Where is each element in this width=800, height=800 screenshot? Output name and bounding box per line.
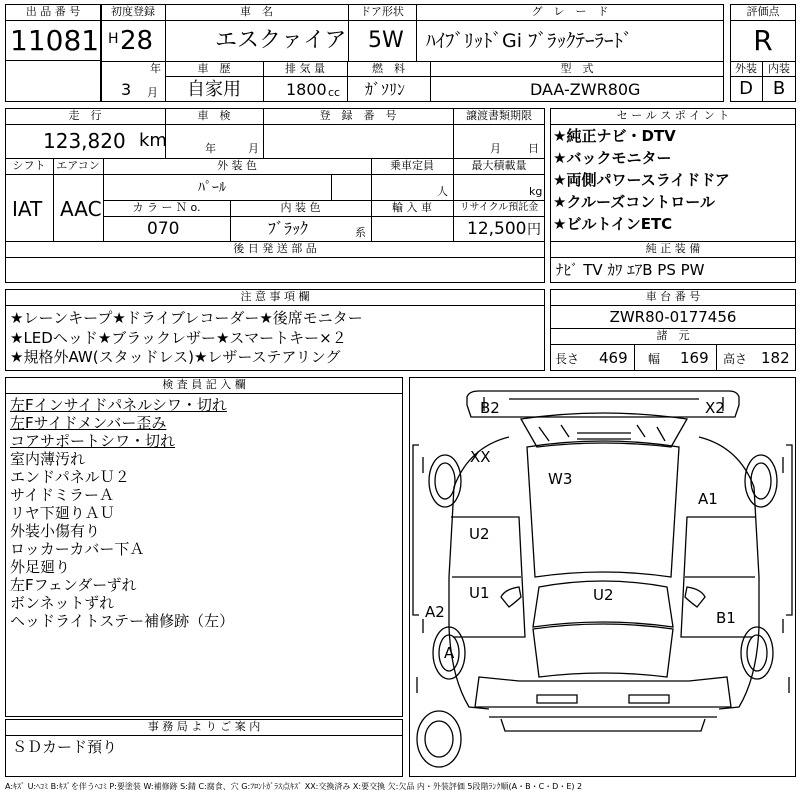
recycle-unit: 円 bbox=[527, 222, 541, 238]
interior-header: 内装 bbox=[768, 62, 790, 75]
office-header: 事 務 局 よ り ご 案 内 bbox=[147, 720, 261, 733]
grade-value: ﾊｲﾌﾞﾘｯﾄﾞGi ﾌﾞﾗｯｸﾃｰﾗｰﾄﾞ bbox=[426, 30, 633, 52]
exterior-grade: D bbox=[739, 78, 753, 99]
load-unit: kg bbox=[529, 185, 543, 198]
int-color-suffix: 系 bbox=[355, 226, 366, 239]
max-load-header: 最大積載量 bbox=[471, 159, 527, 172]
model-code-header: 型 式 bbox=[560, 62, 594, 75]
damage-label: U1 bbox=[469, 584, 490, 602]
dimensions-header: 諸 元 bbox=[656, 329, 690, 342]
inspector-line: 外足廻り bbox=[10, 558, 71, 576]
chassis-no: ZWR80-0177456 bbox=[609, 308, 737, 326]
lot-no-header: 出 品 番 号 bbox=[25, 5, 81, 18]
displacement-header: 排 気 量 bbox=[285, 62, 325, 75]
notes-header: 注 意 事 項 欄 bbox=[240, 290, 310, 303]
inspection-header: 車 検 bbox=[197, 109, 231, 122]
damage-label: A2 bbox=[425, 603, 445, 621]
office-note: ＳＤカード預り bbox=[12, 738, 118, 756]
damage-label: B1 bbox=[716, 609, 736, 627]
car-name: エスクァイア bbox=[215, 28, 347, 53]
capacity-unit: 人 bbox=[437, 185, 448, 198]
exterior-header: 外装 bbox=[735, 62, 757, 75]
inspector-line: ヘッドライトステー補修跡（左） bbox=[10, 612, 235, 630]
history-value: 自家用 bbox=[187, 79, 241, 100]
color-no-header: カ ラ ー Ｎ o. bbox=[132, 201, 201, 214]
inspector-line: コアサポートシワ・切れ bbox=[10, 432, 176, 450]
sales-points-list bbox=[553, 129, 730, 239]
car-name-header: 車 名 bbox=[240, 5, 273, 18]
car-diagram bbox=[409, 377, 796, 777]
recycle-fee: 12,500 bbox=[467, 219, 527, 239]
first-reg-header: 初度登録 bbox=[111, 5, 155, 18]
month-unit: 月 bbox=[147, 86, 158, 99]
inspector-header: 検 査 員 記 入 欄 bbox=[162, 378, 246, 391]
int-color-header: 内 装 色 bbox=[280, 201, 321, 214]
damage-label: U2 bbox=[469, 525, 490, 543]
length-value: 469 bbox=[599, 349, 628, 367]
history-header: 車 歴 bbox=[197, 62, 231, 75]
inspection-month-unit: 月 bbox=[248, 142, 259, 155]
sales-point-item: ★純正ナビ・DTV bbox=[553, 127, 676, 145]
first-reg-month: 3 bbox=[121, 80, 132, 99]
note-line: ★LEDヘッド★ブラックレザー★スマートキー×２ bbox=[10, 329, 347, 347]
transfer-day-unit: 日 bbox=[528, 142, 539, 155]
inspector-line: ボンネットずれ bbox=[10, 594, 115, 612]
mileage-value: 123,820 bbox=[43, 129, 126, 153]
height-value: 182 bbox=[761, 349, 790, 367]
score-header: 評価点 bbox=[746, 5, 780, 18]
import-header: 輸 入 車 bbox=[392, 201, 432, 214]
interior-grade: B bbox=[772, 78, 786, 99]
mileage-unit: km bbox=[139, 130, 167, 151]
registration-header: 登 録 番 号 bbox=[319, 109, 397, 122]
damage-label: W3 bbox=[548, 470, 573, 488]
inspector-line: 左Fフェンダーずれ bbox=[10, 576, 137, 594]
inspector-line: 左Fサイドメンバー歪み bbox=[10, 414, 167, 432]
doors-header: ドア形状 bbox=[360, 5, 404, 18]
fuel-header: 燃 料 bbox=[372, 62, 405, 75]
grade-header: グ レ ー ド bbox=[531, 5, 609, 18]
sales-points-header: セ ー ル ス ポ イ ン ト bbox=[616, 109, 730, 122]
aircon-value: AAC bbox=[60, 197, 102, 221]
damage-label: XX bbox=[470, 448, 491, 466]
sales-point-item: ★両側パワースライドドア bbox=[553, 171, 730, 189]
model-code-value: DAA-ZWR80G bbox=[530, 80, 641, 99]
inspector-line: サイドミラーＡ bbox=[10, 486, 114, 504]
int-color-value: ﾌﾞﾗｯｸ bbox=[268, 219, 309, 238]
lot-number: 11081 bbox=[10, 24, 100, 57]
legend: A:ｷｽﾞ U:ﾍｺﾐ B:ｷｽﾞを伴うﾍｺﾐ P:要塗装 W:補修跡 S:錆 C:腐食、穴 G:ﾌﾛﾝﾄｶﾞﾗｽ点ｷｽﾞ XX:交換済み X:要交換 欠:欠品 内・外装評価 5段階ﾗﾝｸ順(A・B・C・D・E) 2 bbox=[5, 782, 583, 791]
damage-label: U2 bbox=[593, 586, 614, 604]
sales-point-item: ★クルーズコントロール bbox=[553, 193, 715, 211]
inspector-line: リヤ下廻りＡＵ bbox=[10, 504, 115, 522]
note-line: ★レーンキープ★ドライブレコーダー★後席モニター bbox=[10, 309, 363, 327]
length-label: 長さ bbox=[555, 352, 580, 366]
fuel-value: ｶﾞｿﾘﾝ bbox=[365, 80, 406, 99]
inspector-notes bbox=[10, 396, 234, 630]
era: H bbox=[108, 31, 119, 47]
transfer-header: 譲渡書類期限 bbox=[466, 109, 532, 122]
inspector-line: 外装小傷有り bbox=[10, 522, 101, 540]
sales-point-item: ★ビルトインETC bbox=[553, 215, 673, 233]
aircon-header: エアコン bbox=[56, 159, 100, 172]
inspection-year-unit: 年 bbox=[205, 142, 216, 155]
width-value: 169 bbox=[680, 349, 709, 367]
sales-point-item: ★バックモニター bbox=[553, 149, 672, 167]
ext-color-header: 外 装 色 bbox=[217, 159, 257, 172]
year-unit: 年 bbox=[150, 62, 161, 75]
equipment-value: ﾅﾋﾞ TV ｶﾜ ｴｱB PS PW bbox=[556, 261, 705, 279]
inspector-line: 左Fインサイドパネルシワ・切れ bbox=[10, 396, 227, 414]
recycle-header: リサイクル預託金 bbox=[459, 202, 539, 213]
first-reg-year: 28 bbox=[120, 26, 154, 56]
note-line: ★規格外AW(スタッドレス)★レザーステアリング bbox=[10, 348, 341, 366]
inspector-line: 室内薄汚れ bbox=[10, 450, 86, 468]
capacity-header: 乗車定員 bbox=[390, 159, 434, 172]
mileage-header: 走 行 bbox=[68, 109, 102, 122]
transfer-month-unit: 月 bbox=[490, 142, 501, 155]
height-label: 高さ bbox=[723, 352, 748, 366]
inspector-line: エンドパネルＵ２ bbox=[10, 468, 130, 486]
damage-label: B2 bbox=[480, 399, 500, 417]
equipment-header: 純 正 装 備 bbox=[645, 242, 701, 255]
displacement-unit: cc bbox=[328, 86, 341, 99]
chassis-header: 車 台 番 号 bbox=[645, 290, 701, 303]
shift-value: IAT bbox=[12, 197, 43, 221]
damage-label: X2 bbox=[705, 399, 725, 417]
displacement-value: 1800 bbox=[286, 80, 327, 99]
damage-label: A1 bbox=[698, 490, 718, 508]
doors-value: 5W bbox=[368, 28, 404, 53]
ext-color-value: ﾊﾟｰﾙ bbox=[198, 180, 226, 196]
inspector-line: ロッカーカバー下Ａ bbox=[10, 540, 145, 558]
shift-header: シフト bbox=[12, 159, 46, 172]
score-value: R bbox=[753, 24, 773, 57]
color-no-value: 070 bbox=[147, 219, 180, 239]
damage-label: A bbox=[444, 644, 455, 662]
later-parts-header: 後 日 発 送 部 品 bbox=[233, 242, 317, 255]
width-label: 幅 bbox=[648, 352, 661, 366]
